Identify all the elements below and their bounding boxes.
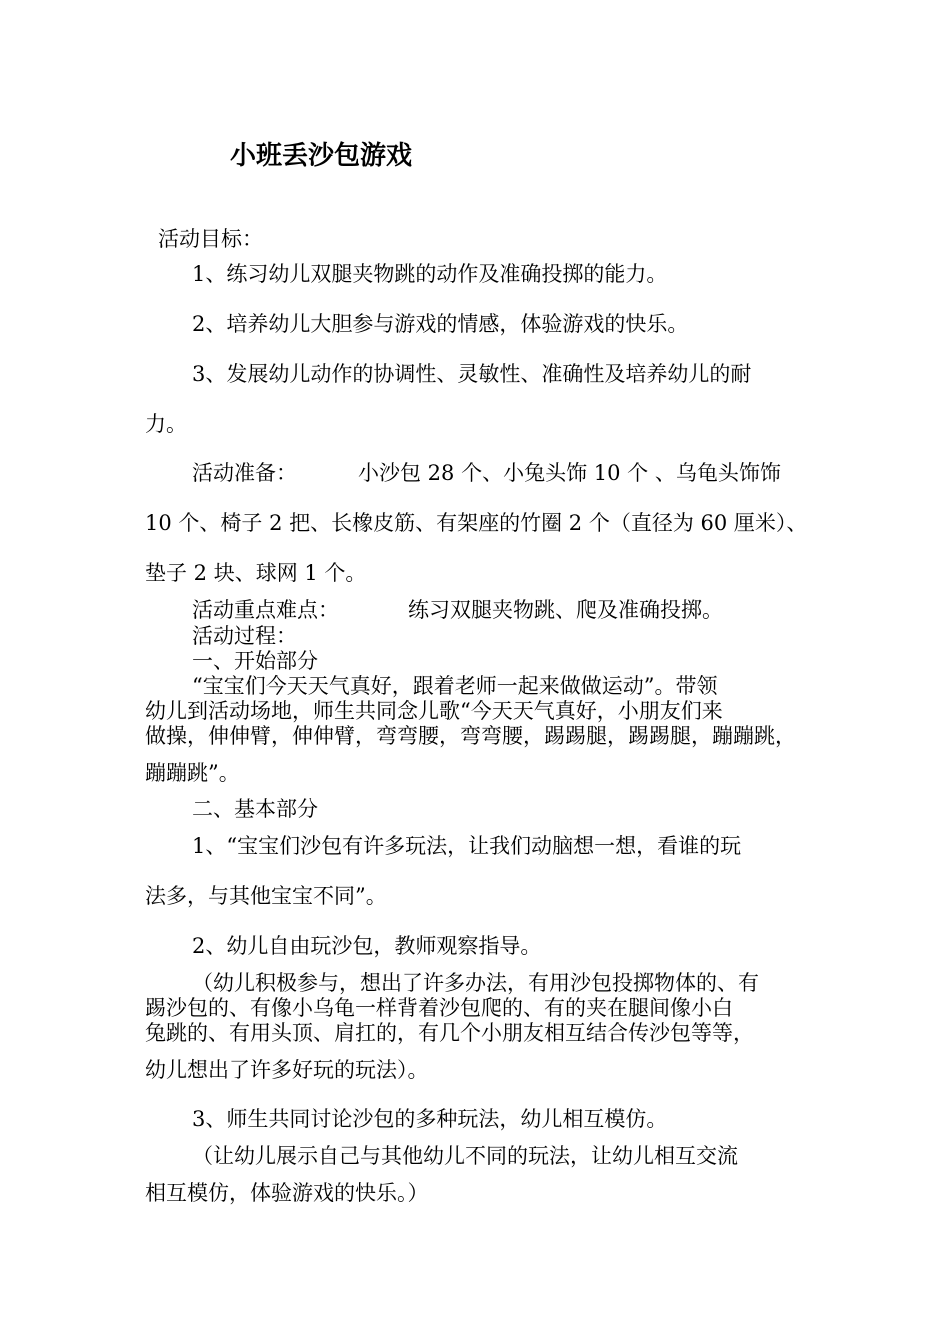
paragraph-line: 2、幼儿自由玩沙包，教师观察指导。 <box>192 934 542 958</box>
section-heading-preparation: 活动准备： <box>192 461 297 485</box>
paragraph-line: 1、“宝宝们沙包有许多玩法，让我们动脑想一想，看谁的玩 <box>192 834 742 858</box>
paragraph-line: 兔跳的、有用头顶、肩扛的，有几个小朋友相互结合传沙包等等， <box>145 1021 754 1045</box>
paragraph-line: 2、培养幼儿大胆参与游戏的情感，体验游戏的快乐。 <box>192 312 689 336</box>
subsection-heading: 二、基本部分 <box>192 797 318 821</box>
section-heading-goals: 活动目标： <box>158 227 263 251</box>
paragraph-line: 法多，与其他宝宝不同”。 <box>145 884 387 908</box>
section-heading-process: 活动过程： <box>192 624 297 648</box>
paragraph-line: 练习双腿夹物跳、爬及准确投掷。 <box>408 598 723 622</box>
subsection-heading: 一、开始部分 <box>192 649 318 673</box>
paragraph-line: （让幼儿展示自己与其他幼儿不同的玩法，让幼儿相互交流 <box>192 1144 738 1168</box>
document-title: 小班丢沙包游戏 <box>230 141 413 171</box>
paragraph-line: 3、发展幼儿动作的协调性、灵敏性、准确性及培养幼儿的耐 <box>192 362 752 386</box>
paragraph-line: 力。 <box>145 412 187 436</box>
paragraph-line: 小沙包 28 个、小兔头饰 10 个 、乌龟头饰饰 <box>358 461 781 485</box>
paragraph-line: 蹦蹦跳”。 <box>145 761 240 785</box>
paragraph-line: （幼儿积极参与，想出了许多办法，有用沙包投掷物体的、有 <box>192 971 759 995</box>
paragraph-line: 幼儿到活动场地，师生共同念儿歌“今天天气真好，小朋友们来 <box>145 699 723 723</box>
paragraph-line: 10 个、椅子 2 把、长橡皮筋、有架座的竹圈 2 个（直径为 60 厘米）、 <box>145 511 808 535</box>
paragraph-line: “宝宝们今天天气真好，跟着老师一起来做做运动”。带领 <box>192 674 718 698</box>
paragraph-line: 幼儿想出了许多好玩的玩法）。 <box>145 1058 429 1082</box>
section-heading-key-points: 活动重点难点： <box>192 598 339 622</box>
paragraph-line: 垫子 2 块、球网 1 个。 <box>145 561 367 585</box>
paragraph-line: 做操，伸伸臂，伸伸臂，弯弯腰，弯弯腰，踢踢腿，踢踢腿，蹦蹦跳， <box>145 724 796 748</box>
paragraph-line: 相互模仿，体验游戏的快乐。） <box>145 1181 429 1205</box>
paragraph-line: 1、练习幼儿双腿夹物跳的动作及准确投掷的能力。 <box>192 262 668 286</box>
paragraph-line: 3、师生共同讨论沙包的多种玩法，幼儿相互模仿。 <box>192 1107 668 1131</box>
paragraph-line: 踢沙包的、有像小乌龟一样背着沙包爬的、有的夹在腿间像小白 <box>145 996 733 1020</box>
